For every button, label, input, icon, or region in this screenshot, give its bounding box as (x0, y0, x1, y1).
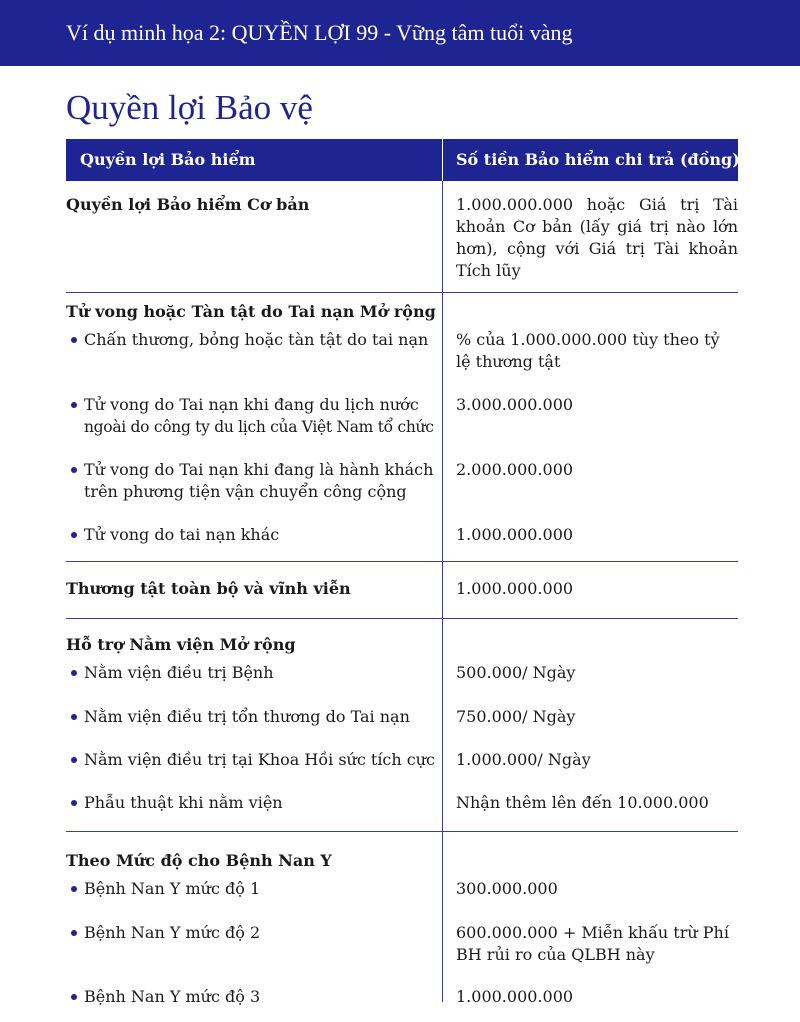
accident-item-other-value: 1.000.000.000 (456, 525, 574, 544)
bullet-dot (71, 930, 77, 936)
bullet-dot (71, 337, 77, 343)
group-critical-label: Theo Mức độ cho Bệnh Nan Y (66, 851, 332, 870)
critical-item-level2-value (456, 922, 738, 966)
hospital-item-surgery: Phẫu thuật khi nằm viện (84, 793, 283, 812)
row-divider (66, 618, 738, 619)
accident-item-injury-value (456, 329, 738, 373)
header-divider (442, 139, 443, 181)
value-line: Tích lũy (456, 261, 521, 280)
column-header-amount: Số tiền Bảo hiểm chi trả (đồng) (456, 150, 740, 169)
critical-item-level1-value: 300.000.000 (456, 879, 558, 898)
value-line: % của 1.000.000.000 tùy theo tỷ (456, 330, 720, 349)
table-header (66, 139, 738, 181)
critical-item-level3: Bệnh Nan Y mức độ 3 (84, 987, 261, 1006)
bullet-dot (71, 670, 77, 676)
accident-item-passenger (84, 459, 436, 503)
item-line: ngoài do công ty du lịch của Việt Nam tổ chức (84, 418, 434, 436)
critical-item-level1: Bệnh Nan Y mức độ 1 (84, 879, 261, 898)
hospital-item-illness: Nằm viện điều trị Bệnh (84, 663, 274, 682)
bullet-dot (71, 402, 77, 408)
bullet-dot (71, 994, 77, 1000)
hospital-item-icu-value: 1.000.000/ Ngày (456, 750, 591, 769)
row-basic-label: Quyền lợi Bảo hiểm Cơ bản (66, 195, 310, 214)
bullet-dot (71, 532, 77, 538)
column-divider (442, 181, 443, 1002)
value-line: BH rủi ro của QLBH này (456, 945, 655, 964)
bullet-dot (71, 467, 77, 473)
value-line: 1.000.000.000 hoặc Giá trị Tài (456, 195, 738, 214)
value-line: 600.000.000 + Miễn khấu trừ Phí (456, 923, 729, 942)
hospital-item-surgery-value: Nhận thêm lên đến 10.000.000 (456, 793, 709, 812)
row-basic-value (456, 194, 738, 282)
accident-item-injury (84, 329, 436, 351)
column-header-benefit: Quyền lợi Bảo hiểm (80, 150, 256, 169)
bullet-dot (71, 800, 77, 806)
critical-item-level2: Bệnh Nan Y mức độ 2 (84, 923, 261, 942)
accident-item-passenger-value: 2.000.000.000 (456, 460, 574, 479)
row-disability-value: 1.000.000.000 (456, 579, 574, 598)
hospital-item-accident-value: 750.000/ Ngày (456, 707, 576, 726)
bullet-dot (71, 886, 77, 892)
section-title: Quyền lợi Bảo vệ (66, 88, 313, 127)
accident-item-travel (84, 394, 436, 438)
row-disability-label: Thương tật toàn bộ và vĩnh viễn (66, 579, 351, 598)
hospital-item-illness-value: 500.000/ Ngày (456, 663, 576, 682)
row-divider (66, 831, 738, 832)
header-banner: Ví dụ minh họa 2: QUYỀN LỢI 99 - Vững tâm tuổi vàng (0, 0, 800, 66)
hospital-item-accident: Nằm viện điều trị tổn thương do Tai nạn (84, 707, 410, 726)
item-line: trên phương tiện vận chuyển công cộng (84, 482, 407, 501)
item-line: Tử vong do Tai nạn khi đang du lịch nước (84, 395, 419, 414)
accident-item-other: Tử vong do tai nạn khác (84, 525, 280, 544)
value-line: khoản Cơ bản (lấy giá trị nào lớn (456, 217, 738, 236)
hospital-item-icu: Nằm viện điều trị tại Khoa Hồi sức tích cực (84, 750, 436, 769)
row-divider (66, 292, 738, 293)
row-divider (66, 561, 738, 562)
item-line: Chấn thương, bỏng hoặc tàn tật do tai nạn (84, 330, 429, 349)
bullet-dot (71, 714, 77, 720)
value-line: lệ thương tật (456, 352, 561, 371)
accident-item-travel-value: 3.000.000.000 (456, 395, 574, 414)
critical-item-level3-value: 1.000.000.000 (456, 987, 574, 1006)
value-line: hơn), cộng với Giá trị Tài khoản (456, 239, 738, 258)
group-hospital-label: Hỗ trợ Nằm viện Mở rộng (66, 635, 296, 654)
bullet-dot (71, 757, 77, 763)
item-line: Tử vong do Tai nạn khi đang là hành khách (84, 460, 434, 479)
group-accident-label: Tử vong hoặc Tàn tật do Tai nạn Mở rộng (66, 302, 436, 321)
